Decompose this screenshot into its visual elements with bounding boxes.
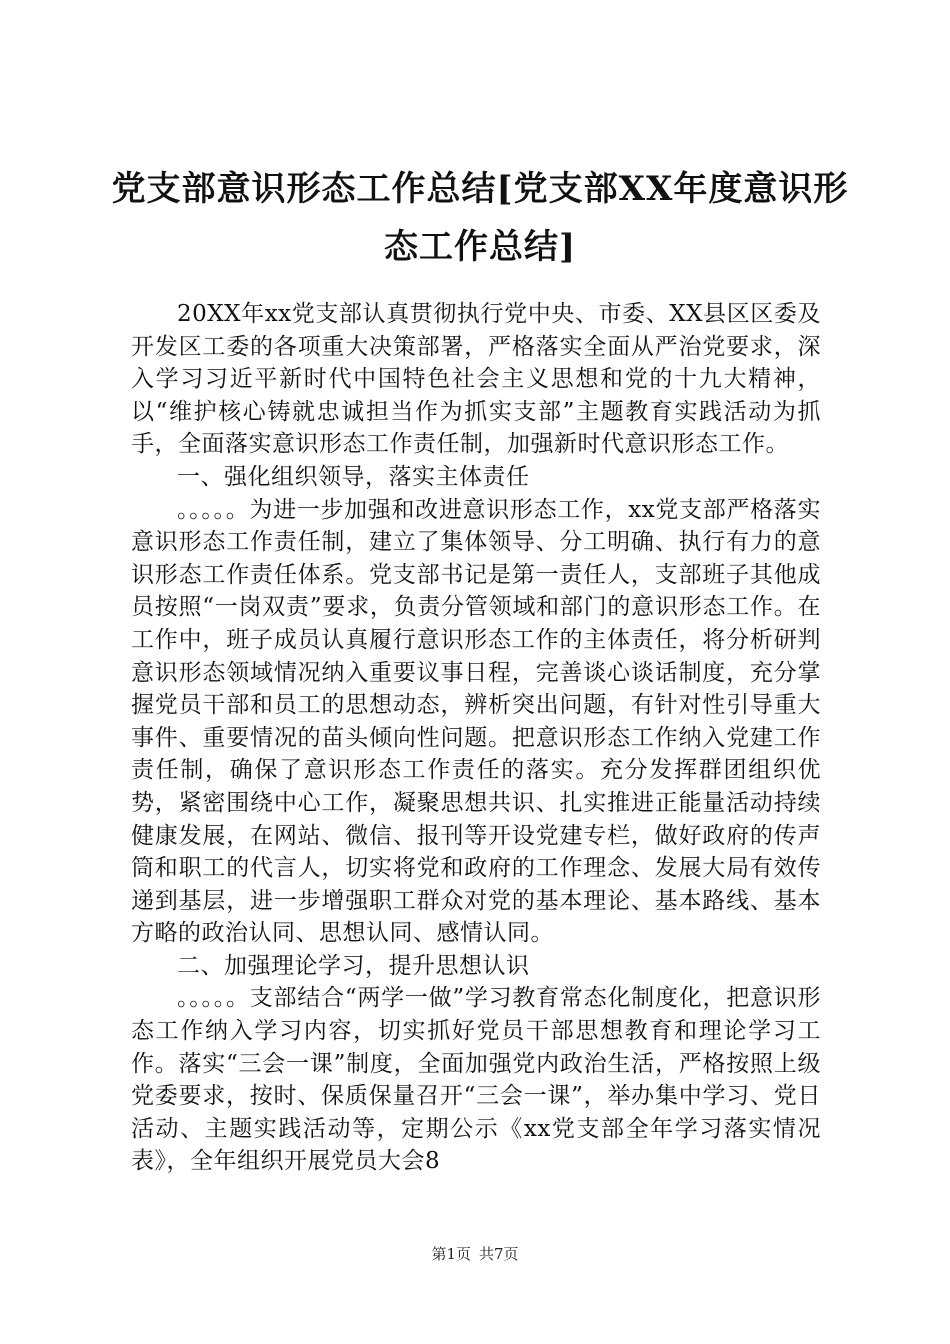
section-2-heading: 二、加强理论学习，提升思想认识	[177, 952, 530, 979]
page-total: 共7页	[479, 1245, 519, 1263]
section-1-paragraph: 。。。。。为进一步加强和改进意识形态工作，xx党支部严格落实意识形态工作责任制，建立了集体领导、分工明确、执行有力的意识形态工作责任体系。党支部书记是第一责任人，支部班子其他成员按照“一岗双责”要求，负责分管领域和部门的意识形态工作。在工作中，班子成员认真履行意识形态工作的主体责任，将分析研判意识形态领域情况纳入重要议事日程，完善谈心谈话制度，充分掌握党员干部和员工的思想动态，辨析突出问题，有针对性引导重大事件、重要情况的苗头倾向性问题。把意识形态工作纳入党建工作责任制，确保了意识形态工作责任的落实。充分发挥群团组织优势，紧密围绕中心工作，凝聚思想共识、扎实推进正能量活动持续健康发展，在网站、微信、报刊等开设党建专栏，做好政府的传声筒和职工的代言人，切实将党和政府的工作理念、发展大局有效传递到基层，进一步增强职工群众对党的基本理论、基本路线、基本方略的政治认同、思想认同、感情认同。	[131, 496, 821, 947]
document-title: 党支部意识形态工作总结[党支部XX年度意识形态工作总结]	[111, 169, 849, 267]
section-2-paragraph: 。。。。。支部结合“两学一做”学习教育常态化制度化，把意识形态工作纳入学习内容，切实抓好党员干部思想教育和理论学习工作。落实“三会一课”制度，全面加强党内政治生活，严格按照上级党委要求，按时、保质保量召开“三会一课”，举办集中学习、党日活动、主题实践活动等，定期公示《xx党支部全年学习落实情况表》，全年组织开展党员大会8	[131, 985, 821, 1175]
page-number: 第1页	[431, 1245, 471, 1263]
intro-paragraph: 20XX年xx党支部认真贯彻执行党中央、市委、XX县区区委及开发区工委的各项重大决策部署，严格落实全面从严治党要求，深入学习习近平新时代中国特色社会主义思想和党的十九大精神，以“维护核心铸就忠诚担当作为抓实支部”主题教育实践活动为抓手，全面落实意识形态工作责任制，加强新时代意识形态工作。	[131, 301, 821, 458]
section-1-heading: 一、强化组织领导，落实主体责任	[177, 463, 530, 490]
document-body	[131, 298, 821, 1178]
page-footer	[0, 1244, 950, 1264]
